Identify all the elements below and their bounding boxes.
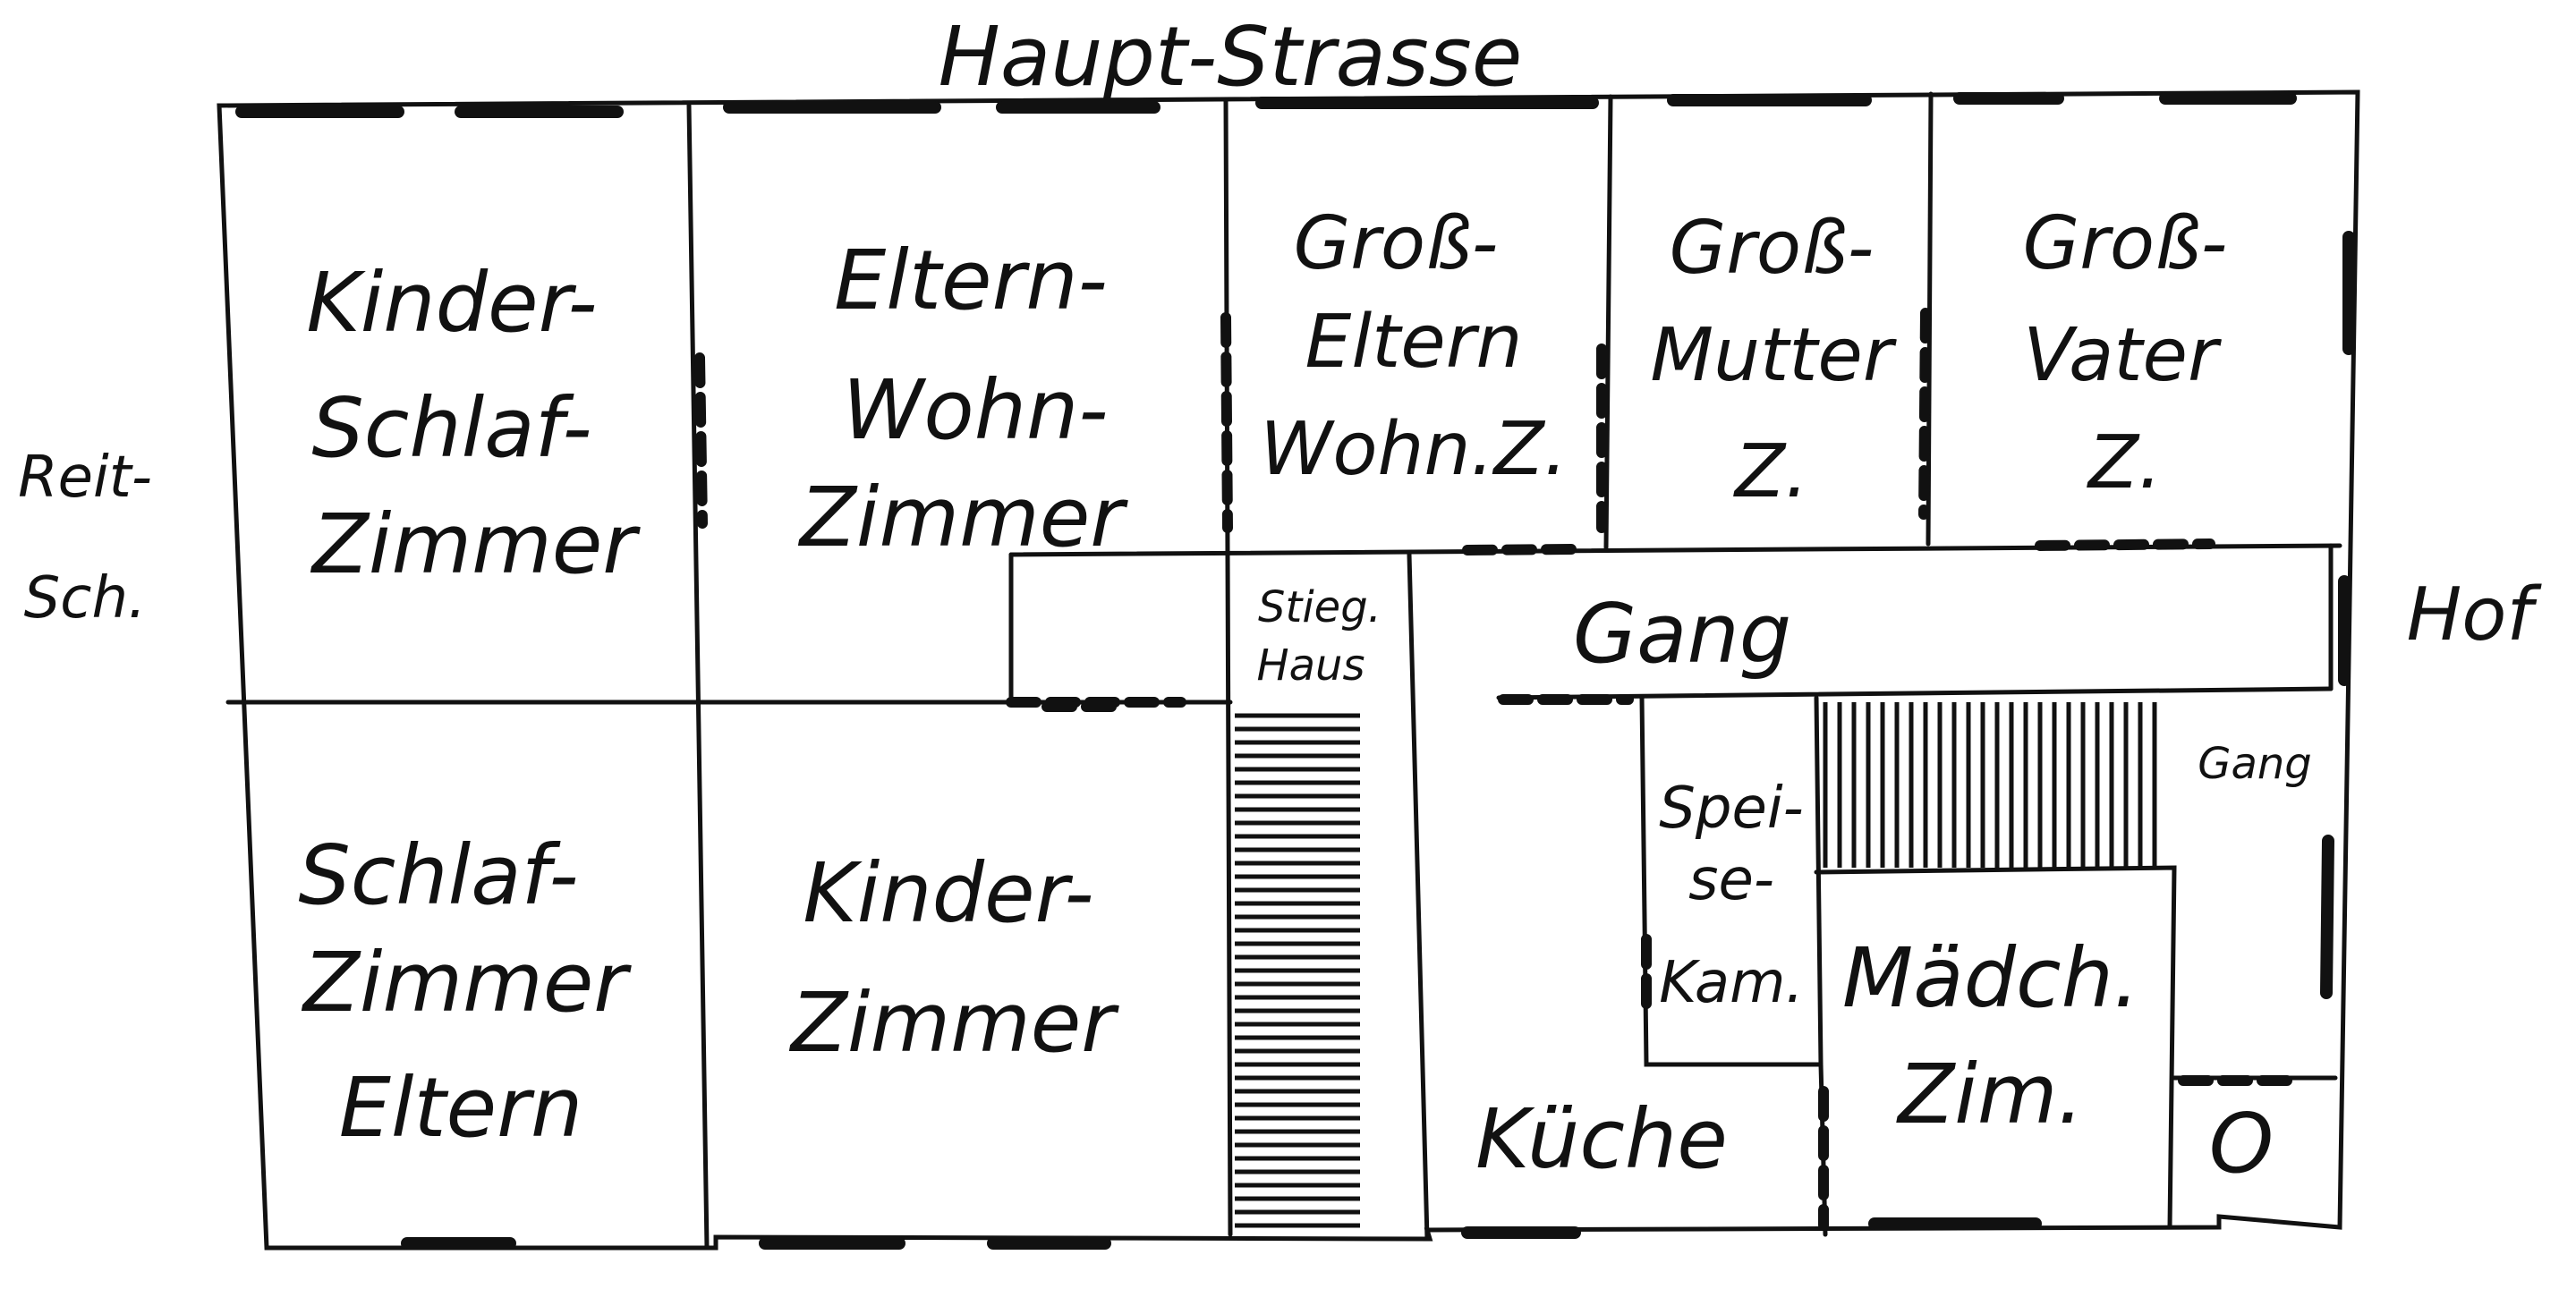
svg-text:Zimmer: Zimmer <box>302 935 628 1030</box>
wall-small-room <box>1011 555 1230 702</box>
svg-text:Kinder-: Kinder- <box>803 845 1094 941</box>
door <box>1467 549 1575 550</box>
window <box>2326 841 2328 993</box>
room-speisekammer <box>1659 776 1804 1016</box>
svg-text:Kam.: Kam. <box>1659 950 1804 1016</box>
svg-text:Eltern-: Eltern- <box>834 233 1108 328</box>
room-toilet: O <box>2208 1096 2274 1191</box>
svg-text:Zimmer: Zimmer <box>799 470 1125 565</box>
svg-text:Groß-: Groß- <box>1669 206 1875 291</box>
staircase-hatching <box>1235 716 1360 1225</box>
room-grossvater-zimmer <box>2023 201 2228 505</box>
left-side-label-line1: Reit- <box>18 445 152 511</box>
svg-text:Spei-: Spei- <box>1659 776 1804 842</box>
svg-text:Eltern: Eltern <box>1305 300 1523 385</box>
room-maedchenzimmer <box>1842 930 2139 1142</box>
door <box>700 358 702 523</box>
svg-text:Stieg.: Stieg. <box>1258 582 1382 632</box>
street-label: Haupt-Strasse <box>938 9 1523 105</box>
svg-text:Zimmer: Zimmer <box>790 975 1116 1071</box>
svg-text:Zimmer: Zimmer <box>311 496 637 592</box>
svg-text:Wohn.Z.: Wohn.Z. <box>1260 407 1568 492</box>
svg-text:Kinder-: Kinder- <box>306 255 598 351</box>
svg-text:Schlaf-: Schlaf- <box>311 380 592 476</box>
svg-text:se-: se- <box>1688 847 1774 913</box>
svg-text:Vater: Vater <box>2023 313 2218 398</box>
door <box>2040 544 2210 546</box>
wall-v1 <box>689 106 707 1248</box>
svg-text:Eltern: Eltern <box>338 1060 583 1156</box>
left-side-label-line2: Sch. <box>23 565 147 632</box>
room-kueche: Küche <box>1475 1091 1728 1187</box>
svg-text:Wohn-: Wohn- <box>842 362 1109 458</box>
room-kinder-schlafzimmer <box>306 255 641 592</box>
room-gang-main: Gang <box>1572 586 1792 682</box>
door <box>1924 313 1926 514</box>
wall-v2 <box>1226 100 1230 1234</box>
svg-text:Z.: Z. <box>1734 429 1809 514</box>
room-grosseltern-wohnzimmer <box>1260 201 1568 492</box>
svg-text:Zim.: Zim. <box>1898 1047 2084 1142</box>
room-eltern-wohnzimmer <box>797 233 1128 565</box>
room-stiege <box>1257 582 1382 691</box>
svg-text:Groß-: Groß- <box>1293 201 1499 286</box>
svg-text:Mutter: Mutter <box>1650 313 1893 398</box>
svg-text:Groß-: Groß- <box>2022 201 2228 286</box>
room-grossmutter-zimmer <box>1650 206 1896 514</box>
room-schlafzimmer-eltern <box>298 827 632 1156</box>
room-gang-small: Gang <box>2198 739 2312 789</box>
svg-text:Mädch.: Mädch. <box>1841 930 2140 1026</box>
svg-text:Schlaf-: Schlaf- <box>298 827 579 923</box>
right-side-label: Hof <box>2406 572 2533 657</box>
room-kinderzimmer <box>788 845 1119 1071</box>
svg-text:Haus: Haus <box>1256 640 1365 691</box>
light-shaft-hatching <box>1825 702 2155 868</box>
svg-text:Z.: Z. <box>2087 420 2163 505</box>
stair-wall <box>1409 555 1427 1239</box>
